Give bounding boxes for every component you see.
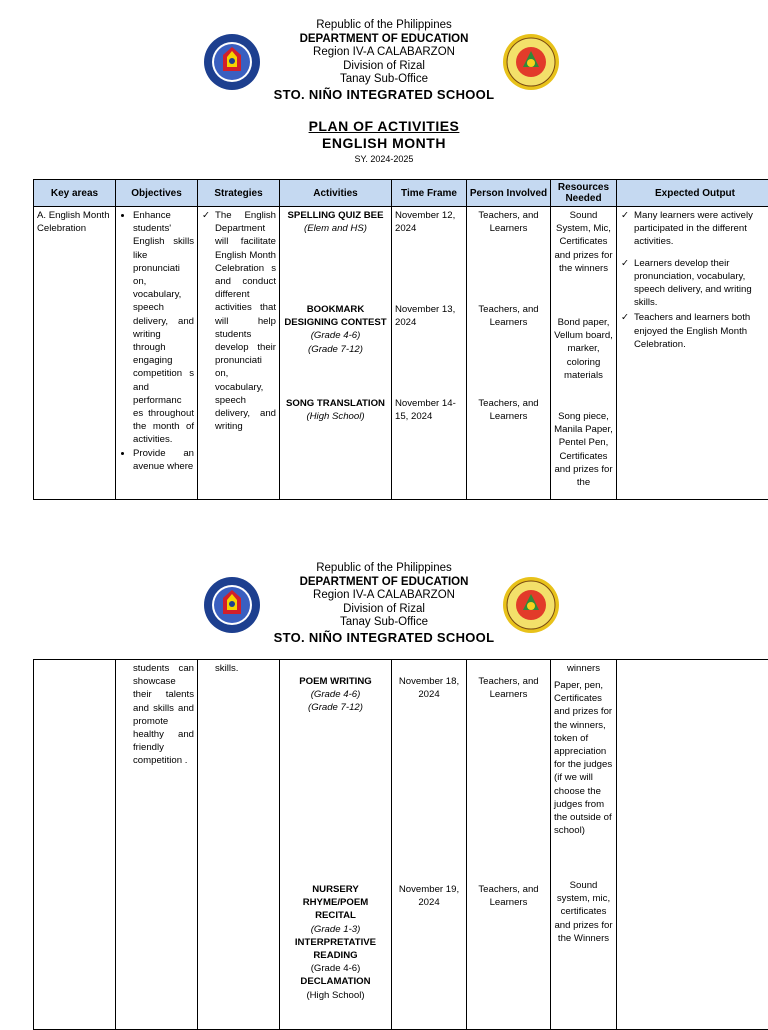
- strategies-cell: [198, 207, 280, 500]
- activity-level: (Elem and HS): [283, 222, 388, 235]
- expected-output: ✓ Learners develop their pronunciation, vocabulary, speech delivery, and writing skills.: [634, 257, 768, 310]
- table-row: [34, 207, 768, 500]
- strategies-cell: [198, 660, 280, 1030]
- header-suboffice: Tanay Sub-Office: [0, 73, 768, 87]
- person-cell: [467, 660, 551, 1030]
- activity-name: NURSERY RHYME/POEM RECITAL: [283, 883, 388, 923]
- time-frame-cell: [392, 207, 467, 500]
- activity-level: (Grade 4-6): [283, 329, 388, 342]
- col-time-frame: Time Frame: [392, 180, 467, 207]
- expected-output: ✓ Teachers and learners both enjoyed the English Month Celebration.: [634, 311, 768, 351]
- activities-cell: [280, 660, 392, 1030]
- activity-recital: [283, 883, 388, 1002]
- person-involved: Teachers, and Learners: [470, 209, 547, 303]
- expected-output: ✓ Many learners were actively participated in the different activities.: [634, 209, 768, 249]
- header-division: Division of Rizal: [0, 60, 768, 74]
- col-strategies: Strategies: [198, 180, 280, 207]
- objectives-cell: [116, 207, 198, 500]
- activity-level: (Grade 4-6): [283, 962, 388, 975]
- doc-subtitle: ENGLISH MONTH: [0, 135, 768, 151]
- activity-level: (Grade 1-3): [283, 923, 388, 936]
- header-department: DEPARTMENT OF EDUCATION: [0, 33, 768, 47]
- activity-level: (High School): [283, 410, 388, 423]
- person-involved: Teachers, and Learners: [470, 397, 547, 423]
- strategy: ✓ The English Department will facilitate English Month Celebration s and conduct different activities that will help students develop their pronunciati on, vocabulary, speech delivery, and writing: [215, 209, 276, 433]
- school-year: SY. 2024-2025: [0, 154, 768, 164]
- time-frame: November 14-15, 2024: [395, 397, 463, 423]
- time-frame-cell: [392, 660, 467, 1030]
- time-frame: November 19, 2024: [395, 883, 463, 909]
- col-objectives: Objectives: [116, 180, 198, 207]
- header-republic: Republic of the Philippines: [0, 562, 768, 576]
- activity-song: [283, 397, 388, 423]
- activity-poem-writing: [283, 662, 388, 883]
- activity-name: POEM WRITING: [283, 675, 388, 688]
- objective-1: • Enhance students' English skills like pronunciati on, vocabulary, speech delivery, and writing through engaging competition s and performanc es throughout the month of activities.: [133, 209, 194, 447]
- header-division: Division of Rizal: [0, 603, 768, 617]
- resources: Bond paper, Vellum board, marker, coloring materials: [554, 316, 613, 410]
- col-person-involved: Person Involved: [467, 180, 551, 207]
- objectives-cell: [116, 660, 198, 1030]
- resources: Sound System, Mic, Certificates and prizes for the winners: [554, 209, 613, 316]
- objective-2: • Provide an avenue where: [133, 447, 194, 473]
- expected-output-cell: [617, 660, 768, 1030]
- expected-output-cell: [617, 207, 768, 500]
- person-involved: Teachers, and Learners: [470, 662, 547, 883]
- col-resources-needed: Resources Needed: [551, 180, 617, 207]
- activities-table-page1: [33, 179, 768, 500]
- time-frame: November 12, 2024: [395, 209, 463, 303]
- table-header-row: [34, 180, 768, 207]
- person-involved: Teachers, and Learners: [470, 883, 547, 909]
- activity-level: (Grade 7-12): [283, 343, 388, 356]
- header-republic: Republic of the Philippines: [0, 19, 768, 33]
- header-region: Region IV-A CALABARZON: [0, 589, 768, 603]
- activity-name: SONG TRANSLATION: [283, 397, 388, 410]
- col-key-areas: Key areas: [34, 180, 116, 207]
- time-frame: November 18, 2024: [395, 662, 463, 883]
- activity-level: (High School): [283, 989, 388, 1002]
- time-frame: November 13, 2024: [395, 303, 463, 397]
- activity-name: BOOKMARK DESIGNING CONTEST: [283, 303, 388, 329]
- resources-cell: [551, 660, 617, 1030]
- resources-cell: [551, 207, 617, 500]
- header-department: DEPARTMENT OF EDUCATION: [0, 576, 768, 590]
- activities-cell: [280, 207, 392, 500]
- col-expected-output: Expected Output: [617, 180, 768, 207]
- objective-continued: students can showcase their talents and skills and promote healthy and friendly competition .: [133, 662, 194, 768]
- header-school: STO. NIÑO INTEGRATED SCHOOL: [0, 87, 768, 102]
- activities-table-page2: [33, 659, 768, 1030]
- key-area: A. English Month Celebration: [37, 210, 110, 234]
- activity-bookmark: [283, 303, 388, 397]
- doc-title: PLAN OF ACTIVITIES: [0, 118, 768, 134]
- resources-continued: winners: [554, 662, 613, 679]
- person-cell: [467, 207, 551, 500]
- table-row: [34, 660, 768, 1030]
- resources: Song piece, Manila Paper, Pentel Pen, Certificates and prizes for the: [554, 410, 613, 489]
- header-school: STO. NIÑO INTEGRATED SCHOOL: [0, 630, 768, 645]
- activity-spelling: [283, 209, 388, 303]
- header-suboffice: Tanay Sub-Office: [0, 616, 768, 630]
- col-activities: Activities: [280, 180, 392, 207]
- header-region: Region IV-A CALABARZON: [0, 46, 768, 60]
- key-area-cell: [34, 660, 116, 1030]
- resources: Sound system, mic, certificates and prizes for the Winners: [554, 879, 613, 945]
- strategy-continued: skills.: [215, 663, 238, 674]
- key-area-cell: [34, 207, 116, 500]
- resources: Paper, pen, Certificates and prizes for the winners, token of appreciation for the judges (if we will choose the judges from the outside of school): [554, 679, 613, 879]
- activity-name: INTERPRETATIVE READING: [283, 936, 388, 962]
- activity-level: (Grade 7-12): [283, 701, 388, 714]
- activity-name: SPELLING QUIZ BEE: [283, 209, 388, 222]
- activity-level: (Grade 4-6): [283, 688, 388, 701]
- activity-name: DECLAMATION: [283, 975, 388, 988]
- person-involved: Teachers, and Learners: [470, 303, 547, 397]
